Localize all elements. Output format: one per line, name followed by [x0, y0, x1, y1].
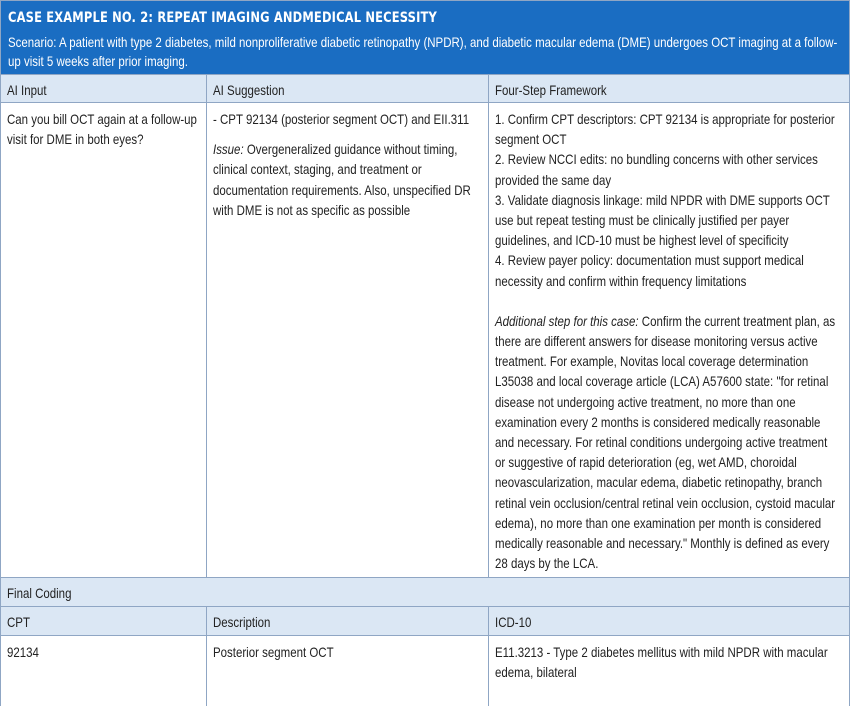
column-header: Description	[206, 607, 488, 636]
column-header: ICD-10	[488, 607, 849, 636]
final-coding-row	[1, 577, 849, 607]
ai-input-text: Can you bill OCT again at a follow-up visit for DME in both eyes?	[7, 111, 197, 148]
final-coding-label: Final Coding	[7, 585, 72, 601]
table-row	[1, 635, 849, 706]
cpt-cell	[1, 636, 206, 706]
framework-step-3: 3. Validate diagnosis linkage: mild NPDR with DME supports OCT use but repeat testing must be clinically justified per payer guidelines, and ICD-10 must be highest level of specificity	[495, 191, 830, 249]
description-cell	[206, 636, 488, 706]
framework-step-4: 4. Review payer policy: documentation must support medical necessity and confirm within frequency limitations	[495, 252, 804, 289]
column-header: CPT	[7, 614, 30, 630]
table-header-row	[1, 74, 849, 103]
framework-step-1: 1. Confirm CPT descriptors: CPT 92134 is appropriate for posterior segment OCT	[495, 111, 835, 148]
ai-suggestion-cell	[206, 103, 488, 578]
column-header: AI Input	[7, 82, 47, 98]
table-row	[1, 102, 849, 578]
framework-additional-step: Additional step for this case: Confirm the current treatment plan, as there are different answers for disease monitoring versus active treatment. For example, Novitas local coverage determination L35038 and local coverage article (LCA) A57600 state: "for retinal disease not undergoing active treatment, no more than one examination every 2 months is considered medically reasonable and necessary. For retinal conditions undergoing active treatment or suggestive of rapid deterioration (eg, wet AMD, choroidal neovascularization, macular edema, diabetic retinopathy, branch retinal vein occlusion/central retinal vein occlusion, cystoid macular edema), no more than one examination per month is considered medically reasonable and necessary." Monthly is defined as every 28 days by the LCA.	[495, 312, 836, 572]
icd10-code: E11.3213 - Type 2 diabetes mellitus with mild NPDR with macular edema, bilateral	[495, 644, 828, 681]
column-header: Four-Step Framework	[488, 75, 849, 103]
ai-suggestion-code: - CPT 92134 (posterior segment OCT) and EII.311	[213, 111, 470, 127]
framework-step-2: 2. Review NCCI edits: no bundling concerns with other services provided the same day	[495, 151, 818, 188]
icd10-cell	[488, 636, 849, 706]
final-coding-label-cell	[1, 578, 849, 607]
ai-suggestion-issue: Issue: Overgeneralized guidance without timing, clinical context, staging, and treatment or documentation requirements. Also, unspecified DR with DME is not as specific as possible	[213, 141, 471, 218]
ai-input-cell	[1, 103, 206, 578]
case-title: CASE EXAMPLE NO. 2: REPEAT IMAGING ANDMEDICAL NECESSITY	[8, 10, 437, 26]
case-header	[1, 1, 849, 74]
final-coding-header-row	[1, 606, 849, 636]
framework-cell	[488, 103, 849, 578]
case-scenario: Scenario: A patient with type 2 diabetes, mild nonproliferative diabetic retinopathy (NPDR), and diabetic macular edema (DME) undergoes OCT imaging at a follow-up visit 5 weeks after prior imaging.	[8, 34, 838, 69]
cpt-code: 92134	[7, 644, 39, 660]
column-header: AI Suggestion	[206, 75, 488, 103]
cpt-description: Posterior segment OCT	[213, 644, 334, 660]
